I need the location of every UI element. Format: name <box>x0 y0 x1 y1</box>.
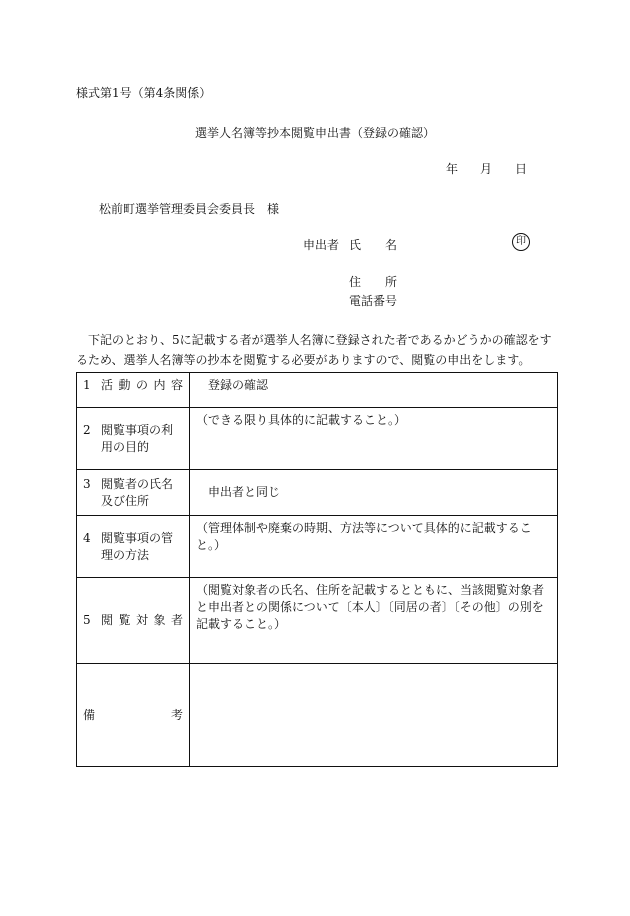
remarks-label-first: 備 <box>83 707 96 722</box>
row-number: 3 <box>83 476 91 491</box>
row-label-cell <box>77 578 190 664</box>
row-number: 5 <box>83 613 91 627</box>
viewer-content[interactable] <box>190 470 558 516</box>
row-label: 閲 覧 対 象 者 <box>101 613 183 627</box>
table-row-purpose <box>77 408 558 470</box>
row-number: 4 <box>83 530 91 545</box>
name-label-second: 名 <box>385 238 398 252</box>
seal-mark: 印 <box>512 233 530 251</box>
application-table <box>76 372 558 767</box>
remarks-label-second: 考 <box>170 707 183 722</box>
form-number: 様式第1号（第4条関係） <box>76 86 212 100</box>
intro-paragraph: 下記のとおり、5に記載する者が選挙人名簿に登録された者であるかどうかの確認をするため、選挙人名簿等の抄本を閲覧する必要がありますので、閲覧の申出をします。 <box>76 333 552 367</box>
viewer-value: 申出者と同じ <box>208 485 281 499</box>
purpose-content[interactable] <box>190 408 558 470</box>
row-label-cell <box>77 470 190 516</box>
document-title: 選挙人名簿等抄本閲覧申出書（登録の確認） <box>194 126 435 140</box>
row-number: 2 <box>83 422 91 437</box>
name-label-first: 氏 <box>349 238 362 252</box>
table-row-management <box>77 516 558 578</box>
row-label: 閲覧者の氏名及び住所 <box>101 476 174 508</box>
management-instruction: （管理体制や廃棄の時期、方法等について具体的に記載すること。） <box>196 521 532 552</box>
row-label-cell <box>77 373 190 408</box>
target-instruction: （閲覧対象者の氏名、住所を記載するとともに、当該閲覧対象者と申出者との関係について〔本人〕〔同居の者〕〔その他〕の別を記載すること。） <box>196 583 545 631</box>
purpose-instruction: （できる限り具体的に記載すること。） <box>196 413 407 427</box>
row-number: 1 <box>83 378 91 392</box>
date-day-label: 日 <box>515 162 528 176</box>
phone-label: 電話番号 <box>349 294 398 308</box>
addressee: 松前町選挙管理委員会委員長 様 <box>99 202 280 216</box>
activity-value: 登録の確認 <box>208 378 269 392</box>
activity-content[interactable] <box>190 373 558 408</box>
target-content[interactable] <box>190 578 558 664</box>
address-label-second: 所 <box>385 275 398 289</box>
table-row-activity <box>77 373 558 408</box>
date-year-label: 年 <box>446 162 459 176</box>
row-label-cell <box>77 516 190 578</box>
row-label-cell <box>77 408 190 470</box>
row-label: 閲覧事項の管理の方法 <box>101 530 174 562</box>
address-label-first: 住 <box>349 275 362 289</box>
management-content[interactable] <box>190 516 558 578</box>
table-row-target <box>77 578 558 664</box>
table-row-viewer <box>77 470 558 516</box>
remarks-label-cell <box>77 664 190 767</box>
date-month-label: 月 <box>480 162 493 176</box>
row-label: 活 動 の 内 容 <box>101 378 183 392</box>
row-label: 閲覧事項の利用の目的 <box>101 422 174 454</box>
remarks-content[interactable] <box>190 664 558 767</box>
table-row-remarks <box>77 664 558 767</box>
applicant-label: 申出者 <box>303 238 340 252</box>
